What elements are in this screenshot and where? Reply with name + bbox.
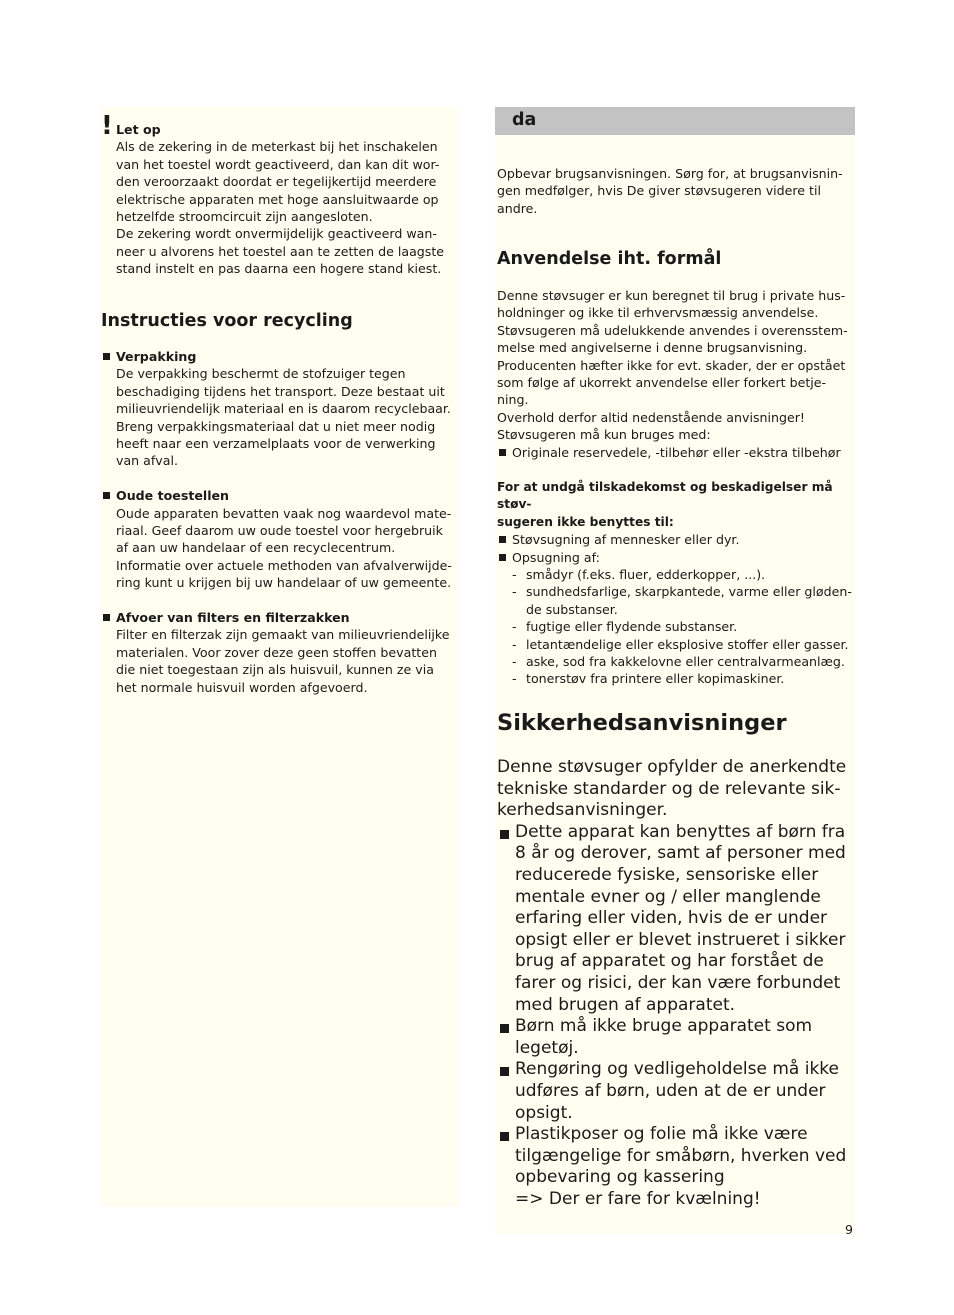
section-line: Filter en filterzak zijn gemaakt van milieuvriendelijke (116, 627, 450, 643)
usage-text (497, 287, 855, 461)
dash-marker: - (512, 619, 517, 635)
safety-bullet-line: Dette apparat kan benyttes af børn fra (515, 821, 846, 842)
dash-item (497, 670, 855, 687)
safety-bullet-line: Børn må ikke bruge apparatet som (515, 1016, 813, 1037)
dash-item (497, 583, 855, 618)
safety-bullet-line: tilgængelige for småbørn, hverken ved (515, 1145, 847, 1166)
note-block (101, 113, 458, 278)
warning-bullet (497, 549, 855, 566)
note-line: neer u alvorens het toestel aan te zetten de laagste (116, 243, 445, 259)
dash-item (497, 618, 855, 635)
recycling-sections (101, 348, 458, 713)
section-line: ring kunt u krijgen bij uw handelaar of uw gemeente. (116, 575, 452, 591)
safety-bullet-line: brug af apparatet og har forstået de (515, 951, 824, 972)
usage-line: holdninger og ikke til erhvervsmæssig anvendelse. (497, 305, 819, 321)
square-bullet-icon (499, 536, 506, 543)
recycling-heading: Instructies voor recycling (101, 311, 353, 331)
page-number: 9 (845, 1222, 854, 1237)
dash-marker: - (512, 654, 517, 670)
warning-block (497, 479, 855, 688)
intro-text (497, 165, 853, 217)
note-line: van het toestel wordt geactiveerd, dan kan dit wor- (116, 156, 440, 172)
usage-bullet (497, 444, 855, 461)
warning-bullet-text: Opsugning af: (512, 549, 600, 565)
safety-bullet-line: opsigt. (515, 1102, 573, 1123)
usage-line: Støvsugeren må udelukkende anvendes i overensstem- (497, 322, 848, 338)
note-title: Let op (116, 122, 161, 137)
language-bar (495, 107, 855, 135)
safety-bullet-line: udføres af børn, uden at de er under (515, 1080, 826, 1101)
section-line: beschadiging tijdens het transport. Deze bestaat uit (116, 383, 445, 399)
usage-bullet-text: Originale reservedele, -tilbehør eller -ekstra tilbehør (512, 444, 841, 460)
section-line: Informatie over actuele methoden van afvalverwijde- (116, 557, 452, 573)
safety-bullet-line: med brugen af apparatet. (515, 994, 736, 1015)
usage-line: melse med angivelserne i denne brugsanvisning. (497, 340, 808, 356)
section-line: De verpakking beschermt de stofzuiger tegen (116, 366, 406, 382)
square-bullet-icon (103, 353, 110, 360)
section-title: Oude toestellen (116, 488, 230, 504)
usage-line: Støvsugeren må kun bruges med: (497, 427, 711, 443)
square-bullet-icon (499, 554, 506, 561)
square-bullet-icon (500, 1024, 509, 1033)
warning-bullet-text: Støvsugning af mennesker eller dyr. (512, 532, 740, 548)
note-line: hetzelfde stroomcircuit zijn aangesloten. (116, 209, 373, 225)
square-bullet-icon (500, 830, 509, 839)
note-line: stand instelt en pas daarna een hogere stand kiest. (116, 261, 442, 277)
section-line: materialen. Voor zover deze geen stoffen bevatten (116, 644, 437, 660)
section-line: van afval. (116, 453, 178, 469)
safety-intro-line: Denne støvsuger opfylder de anerkendte (497, 757, 847, 777)
section-line: af aan uw handelaar of een recyclecentrum. (116, 540, 396, 556)
warning-line: For at undgå tilskadekomst og beskadigelser må støv- (497, 480, 833, 512)
safety-bullet-line: opsigt eller er blevet instrueret i sikker (515, 929, 846, 950)
dash-marker: - (512, 636, 517, 652)
dash-item-line: aske, sod fra kakkelovne eller centralvarmeanlæg. (526, 654, 845, 670)
square-bullet-icon (500, 1132, 509, 1141)
dash-item (497, 653, 855, 670)
safety-bullet (497, 822, 855, 1016)
safety-bullet-line: opbevaring og kassering (515, 1167, 725, 1188)
safety-bullet-line: erfaring eller viden, hvis de er under (515, 908, 828, 929)
square-bullet-icon (103, 492, 110, 499)
section-line: heeft naar een verzamelplaats voor de verwerking (116, 436, 436, 452)
safety-bullet-line: Rengøring og vedligeholdelse må ikke (515, 1059, 839, 1080)
safety-bullet-line: Plastikposer og folie må ikke være (515, 1124, 808, 1145)
usage-line: Overhold derfor altid nedenstående anvisninger! (497, 409, 805, 425)
note-line: elektrische apparaten met hoge aansluitwaarde op (116, 191, 439, 207)
safety-intro-line: kerhedsanvisninger. (497, 800, 668, 821)
square-bullet-icon (500, 1067, 509, 1076)
section-title: Verpakking (116, 349, 197, 364)
recycling-section (101, 348, 458, 470)
safety-bullet-line: reducerede fysiske, sensoriske eller (515, 864, 819, 885)
safety-bullet-line: mentale evner og / eller manglende (515, 886, 821, 907)
dash-item-line: fugtige eller flydende substanser. (526, 619, 738, 635)
note-line: De zekering wordt onvermijdelijk geactiveerd wan- (116, 226, 437, 242)
intro-line: Opbevar brugsanvisningen. Sørg for, at brugsanvisnin- (497, 166, 843, 181)
usage-line: Producenten hæfter ikke for evt. skader, der er opstået (497, 357, 846, 373)
recycling-section (101, 609, 458, 696)
section-line: milieuvriendelijk materiaal en is daarom recyclebaar. (116, 401, 451, 417)
note-text (116, 138, 458, 277)
note-line: Als de zekering in de meterkast bij het inschakelen (116, 139, 438, 155)
safety-heading: Sikkerhedsanvisninger (497, 710, 787, 736)
warning-line: sugeren ikke benyttes til: (497, 514, 674, 529)
dash-item-line: letantændelige eller eksplosive stoffer eller gasser. (526, 636, 849, 652)
section-line: riaal. Geef daarom uw oude toestel voor hergebruik (116, 523, 443, 539)
usage-heading: Anvendelse iht. formål (497, 249, 722, 269)
safety-bullet (497, 1059, 855, 1124)
section-line: die niet toegestaan zijn als huisvuil, kunnen ze via (116, 662, 434, 678)
dash-item-line: sundhedsfarlige, skarpkantede, varme eller gløden- (526, 584, 852, 600)
section-title: Afvoer van filters en filterzakken (116, 610, 350, 626)
safety-intro-line: tekniske standarder og de relevante sik- (497, 778, 841, 799)
safety-bullet-line: farer og risici, der kan være forbundet (515, 972, 841, 993)
safety-block (497, 757, 855, 1210)
note-line: den veroorzaakt doordat er tegelijkertijd meerdere (116, 174, 437, 190)
section-line: het normale huisvuil worden afgevoerd. (116, 679, 368, 695)
intro-line: gen medfølger, hvis De giver støvsugeren videre til (497, 183, 821, 199)
usage-line: Denne støvsuger er kun beregnet til brug i private hus- (497, 288, 846, 303)
section-line: Breng verpakkingsmateriaal dat u niet meer nodig (116, 418, 436, 434)
square-bullet-icon (499, 449, 506, 456)
language-code: da (512, 110, 537, 130)
warning-bullet (497, 531, 855, 548)
exclamation-icon: ! (101, 111, 113, 141)
usage-line: som følge af ukorrekt anvendelse eller forkert betje- (497, 375, 827, 391)
safety-bullet-line: legetøj. (515, 1037, 579, 1058)
intro-line: andre. (497, 200, 538, 216)
dash-marker: - (512, 671, 517, 687)
dash-item-line: de substanser. (526, 601, 618, 617)
dash-item-line: tonerstøv fra printere eller kopimaskiner. (526, 671, 785, 687)
dash-item-line: smådyr (f.eks. fluer, edderkopper, ...). (526, 567, 766, 583)
section-line: Oude apparaten bevatten vaak nog waardevol mate- (116, 505, 452, 521)
usage-line: ning. (497, 392, 529, 408)
safety-bullet-line: => Der er fare for kvælning! (515, 1188, 761, 1209)
dash-marker: - (512, 567, 517, 583)
safety-bullet-line: 8 år og derover, samt af personer med (515, 843, 846, 864)
dash-item (497, 566, 855, 583)
recycling-section (101, 487, 458, 591)
safety-bullet (497, 1016, 855, 1059)
square-bullet-icon (103, 614, 110, 621)
dash-marker: - (512, 584, 517, 600)
safety-bullet (497, 1124, 855, 1210)
dash-item (497, 636, 855, 653)
